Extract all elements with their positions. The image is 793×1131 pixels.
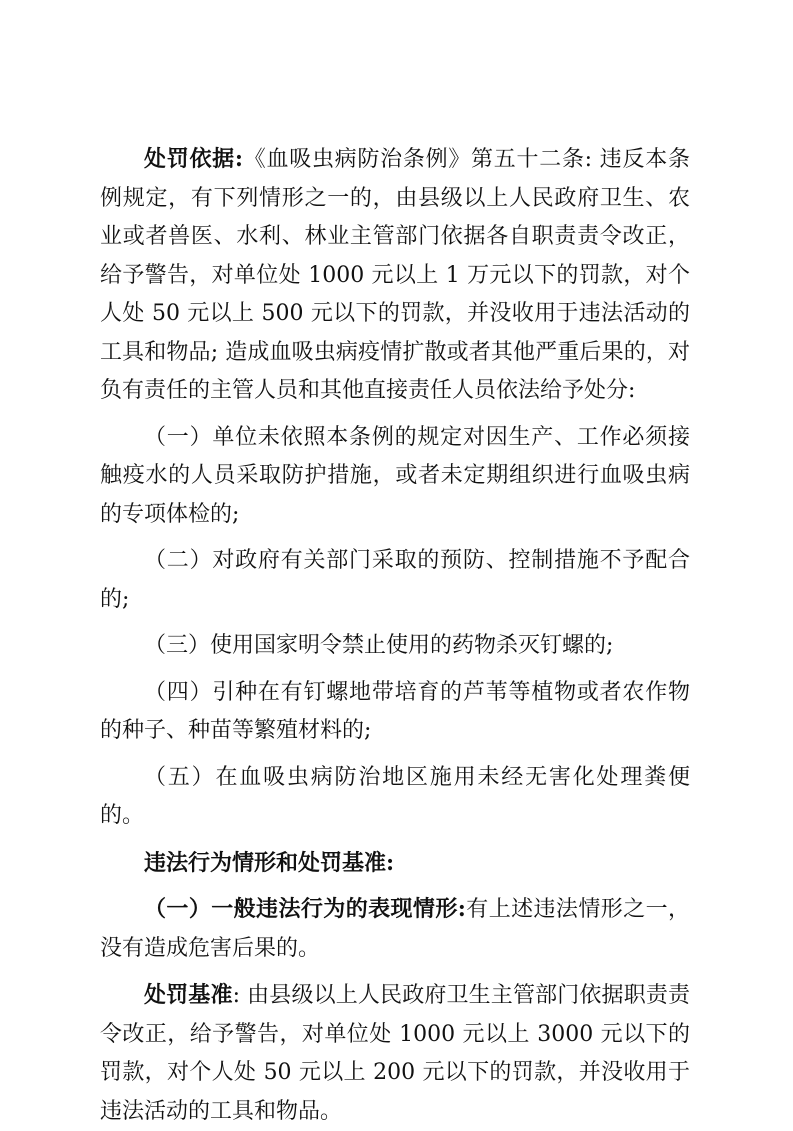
- item-5: （五）在血吸虫病防治地区施用未经无害化处理粪便的。: [100, 764, 690, 828]
- item-2: （二）对政府有关部门采取的预防、控制措施不予配合的;: [100, 548, 690, 612]
- penalty-benchmark-text: : 由县级以上人民政府卫生主管部门依据职责责令改正，给予警告，对单位处 1000 元以上 3000 元以下的罚款，对个人处 50 元以上 200 元以下的罚款，并没收用于违法活动的工具和物品。: [100, 983, 690, 1124]
- item-1: （一）单位未依照本条例的规定对因生产、工作必须接触疫水的人员采取防护措施，或者未定期组织进行血吸虫病的专项体检的;: [100, 424, 690, 527]
- general-violation-text: 有上述违法情形之一，没有造成危害后果的。: [100, 897, 690, 961]
- general-violation-label: （一）一般违法行为的表现情形:: [144, 896, 466, 922]
- penalty-benchmark-paragraph: [100, 976, 690, 1131]
- document-page: [100, 140, 690, 1131]
- item-3: （三）使用国家明令禁止使用的药物杀灭钉螺的;: [144, 633, 614, 658]
- general-violation-paragraph: [100, 890, 690, 968]
- penalty-basis-label: 处罚依据:: [144, 146, 244, 172]
- item-4: （四）引种在有钉螺地带培育的芦苇等植物或者农作物的种子、种苗等繁殖材料的;: [100, 679, 690, 743]
- penalty-benchmark-label: 处罚基准: [144, 982, 233, 1008]
- penalty-basis-paragraph: [100, 140, 690, 411]
- penalty-basis-text: 《血吸虫病防治条例》第五十二条: 违反本条例规定，有下列情形之一的，由县级以上人民政府卫生、农业或者兽医、水利、林业主管部门依据各自职责责令改正，给予警告，对单位处 1000 元以上 1 万元以下的罚款，对个人处 50 元以上 500 元以下的罚款，并没收用于违法活动的工具和物品; 造成血吸虫病疫情扩散或者其他严重后果的，对负有责任的主管人员和其他直接责任人员依法给予处分:: [100, 147, 690, 403]
- section-heading: 违法行为情形和处罚基准:: [144, 849, 395, 876]
